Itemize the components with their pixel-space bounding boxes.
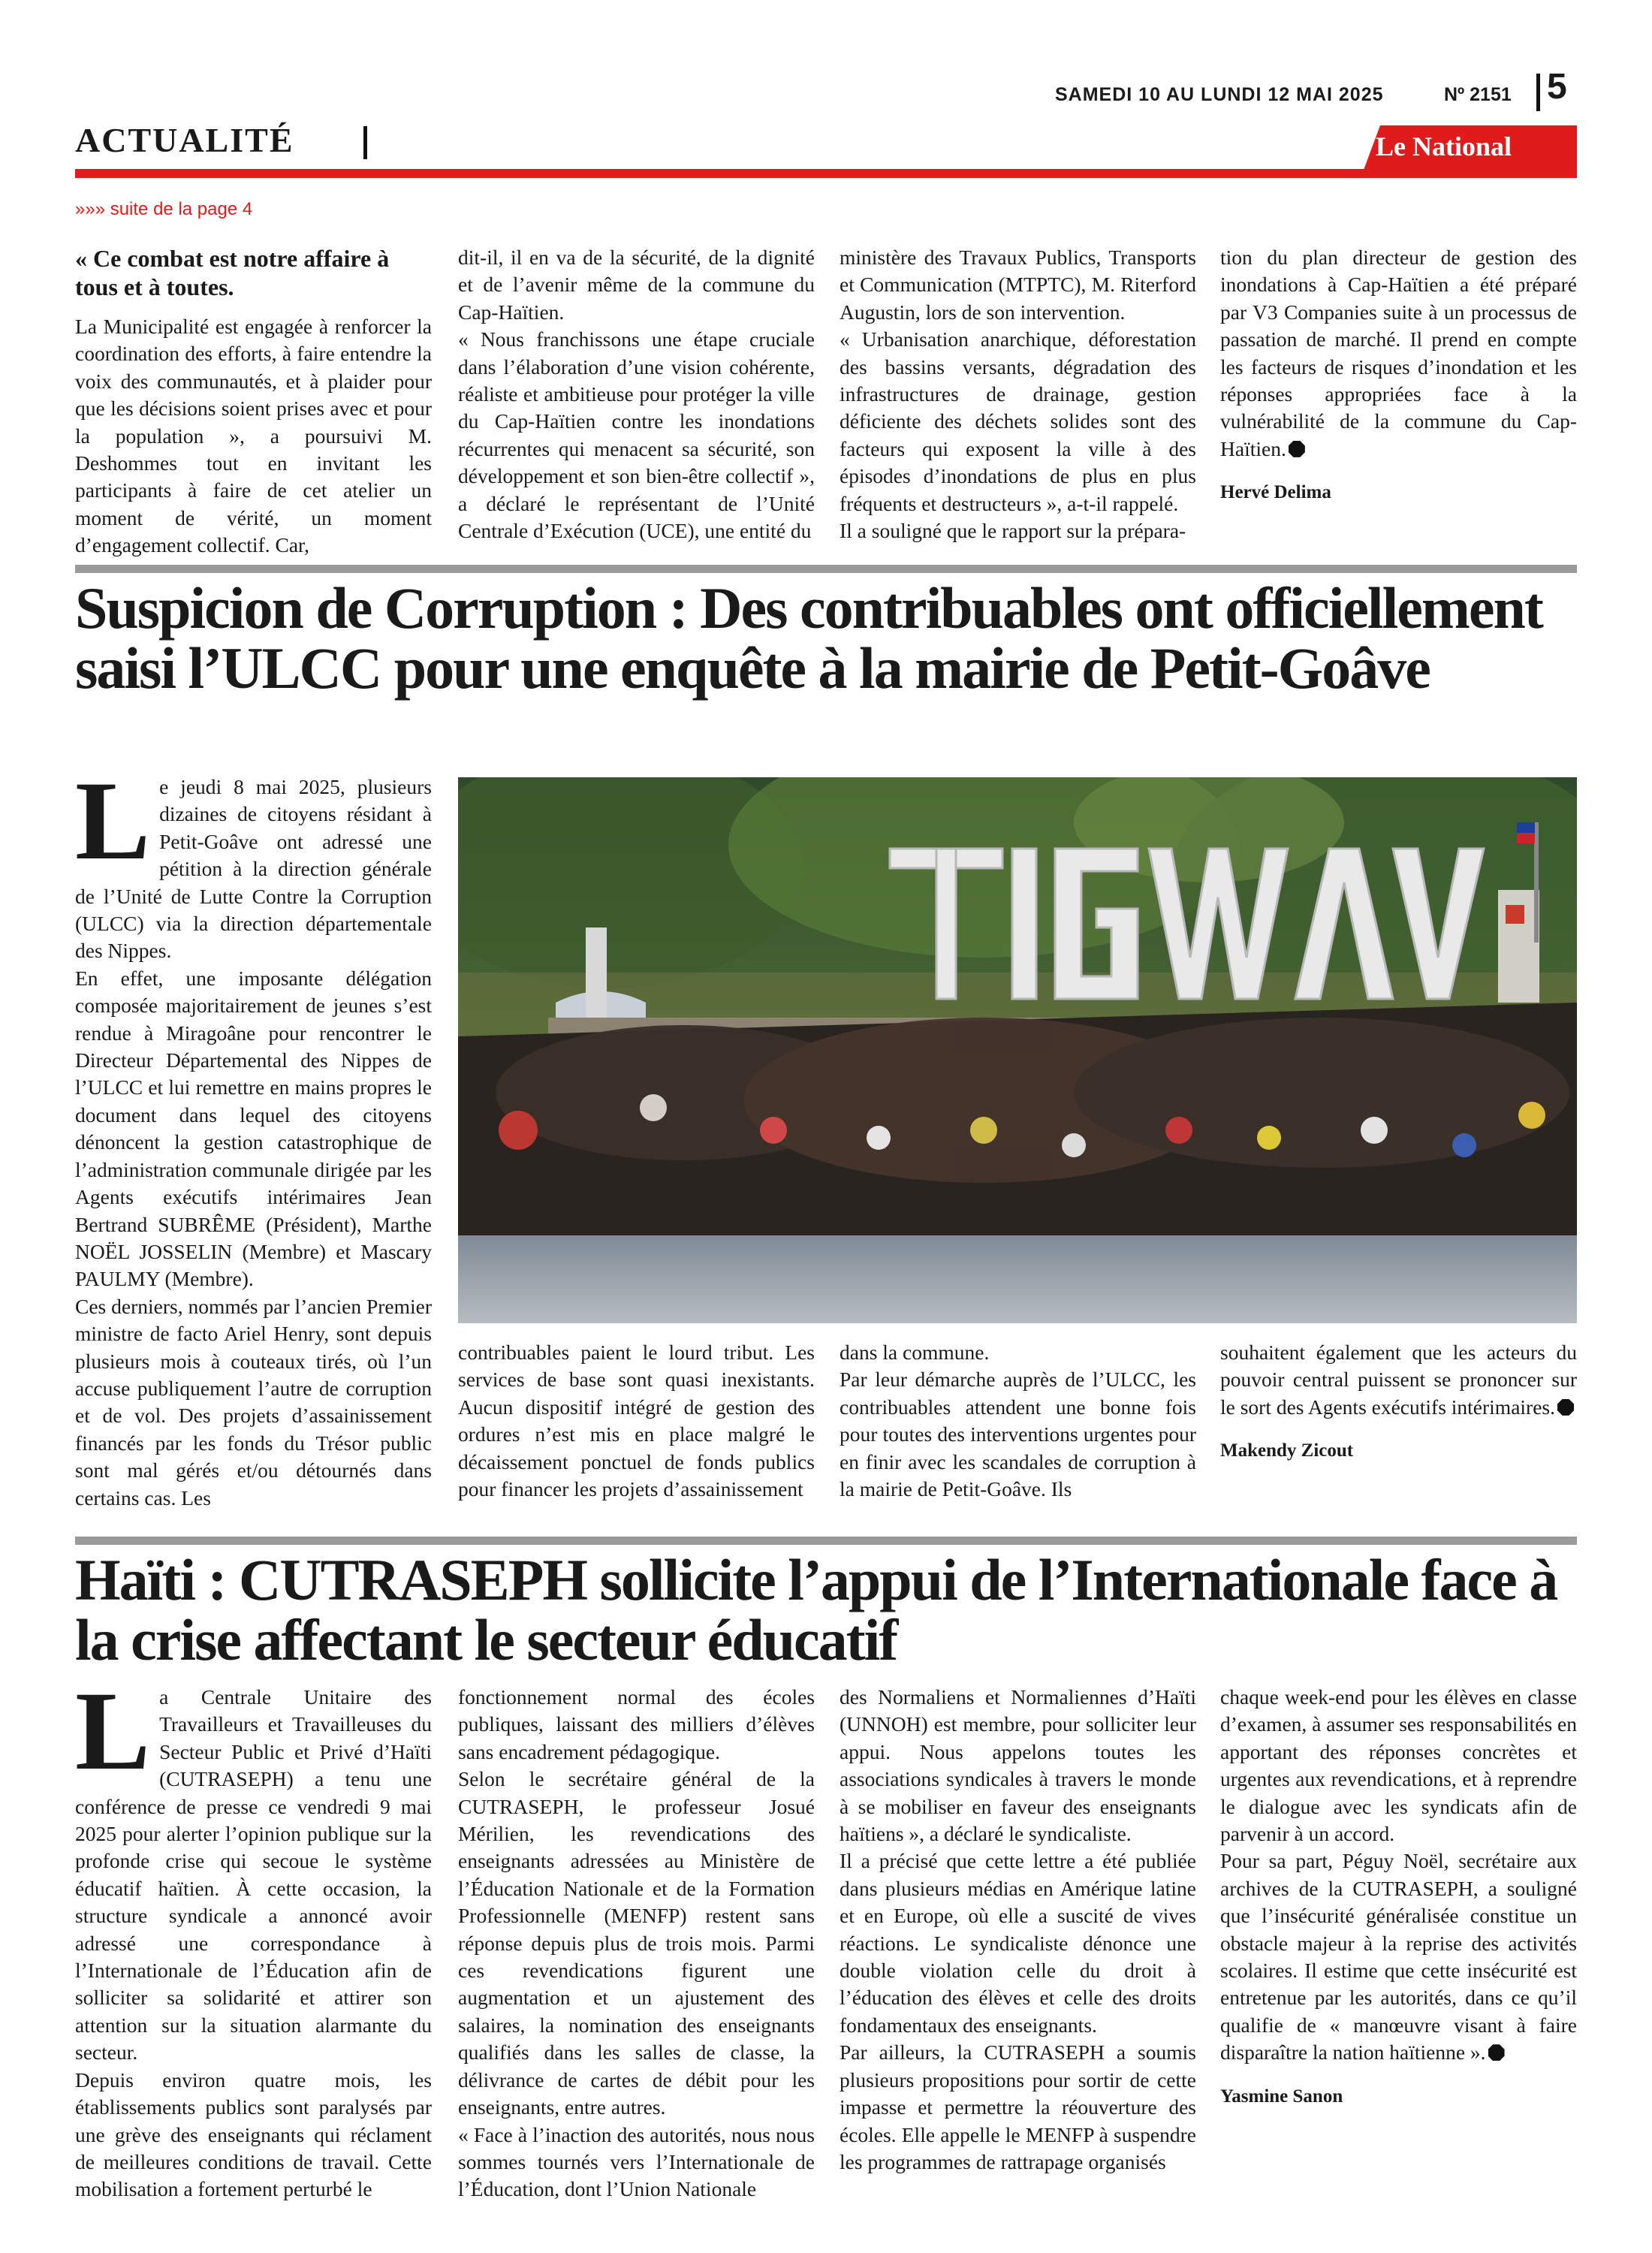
article3-paragraph: fonctionnement normal des écoles publiques, laissant des milliers d’élèves sans encadrement pédagogique. bbox=[458, 1685, 815, 1763]
group-photo-tigwav-sign bbox=[458, 777, 1577, 1323]
article2-column-2 bbox=[458, 1339, 815, 1503]
article1-paragraph: dit-il, il en va de la sécurité, de la dignité et de l’avenir même de la commune du Cap-Haïtien. bbox=[458, 246, 815, 324]
article2-paragraph: contribuables paient le lourd tribut. Les services de base sont quasi inexistants. Aucun dispositif intégré de gestion des ordures n’est mis en place malgré le décaissement ponctuel de fonds publics pour financer les projets d’assainissement bbox=[458, 1341, 815, 1501]
article2-paragraph-text: souhaitent également que les acteurs du pouvoir central puissent se prononcer sur le sort des Agents exécutifs intérimaires. bbox=[1220, 1341, 1577, 1419]
article2-paragraph-text: e jeudi 8 mai 2025, plusieurs dizaines de citoyens résidant à Petit-Goâve ont adressé une pétition à la direction générale de l’Unité de Lutte Contre la Corruption (ULCC) via la direction départementale des Nippes. bbox=[75, 775, 432, 963]
article3-column-4 bbox=[1220, 1684, 1577, 2110]
article1-paragraph: La Municipalité est engagée à renforcer la coordination des efforts, à faire entendre la voix des communautés, et à plaider pour que les décisions soient prises avec et pour la population », a poursuivi M. Deshommes tout en invitant les participants à faire de cet atelier un moment de vérité, un moment d’engagement collectif. Car, bbox=[75, 315, 432, 557]
page-number: 5 bbox=[1547, 67, 1567, 107]
section-divider bbox=[363, 126, 367, 159]
article1-paragraph-text: tion du plan directeur de gestion des inondations à Cap-Haïtien a été préparé par V3 Companies suite à un processus de passation de marché. Il prend en compte les facteurs de risques d’inondation et les réponses appropriées face à la vulnérabilité de la commune du Cap-Haïtien. bbox=[1220, 246, 1577, 460]
article2-photo bbox=[458, 777, 1577, 1323]
article3-paragraph: Il a précisé que cette lettre a été publiée dans plusieurs médias en Amérique latine et en Europe, où elle a suscité de vives réactions. Le syndicaliste dénonce une double violation celle du droit à l’éducation des élèves et celle des droits fondamentaux des enseignants. bbox=[840, 1849, 1196, 2037]
article3-paragraph: Par ailleurs, la CUTRASEPH a soumis plusieurs propositions pour sortir de cette impasse et permettre la réouverture des écoles. Elle appelle le MENFP à suspendre les programmes de rattrapage organisés bbox=[840, 2040, 1196, 2173]
article3-paragraph: « Face à l’inaction des autorités, nous nous sommes tournés vers l’Internationale de l’Éducation, dont l’Union Nationale bbox=[458, 2122, 815, 2201]
issue-date: SAMEDI 10 AU LUNDI 12 MAI 2025 bbox=[1055, 84, 1384, 105]
article3-paragraph-text: a Centrale Unitaire des Travailleurs et Travailleuses du Secteur Public et Privé d’Haïti (CUTRASEPH) a tenu une conférence de presse ce vendredi 9 mai 2025 pour alerter l’opinion publique sur la profonde crise qui secoue le système éducatif haïtien. À cette occasion, la structure syndicale a annoncé avoir adressé une correspondance à l’Internationale de l’Éducation afin de solliciter sa solidarité et attirer son attention sur la situation alarmante du secteur. bbox=[75, 1685, 432, 2064]
article3-paragraph-final bbox=[1220, 1847, 1577, 2066]
article3-headline: Haïti : CUTRASEPH sollicite l’appui de l’Internationale face à la crise affectant le secteur éducatif bbox=[75, 1547, 1557, 1672]
article2-paragraph-final bbox=[1220, 1339, 1577, 1421]
article3-column-2 bbox=[458, 1684, 815, 2203]
article3-lead-paragraph bbox=[75, 1669, 432, 2067]
article2-paragraph: Par leur démarche auprès de l’ULCC, les contribuables attendent une bonne fois pour toutes des interventions urgentes pour en finir avec les scandales de corruption à la mairie de Petit-Goâve. Ils bbox=[840, 1368, 1196, 1501]
article2-paragraph: dans la commune. bbox=[840, 1341, 990, 1364]
article1-paragraph: « Nous franchissons une étape cruciale dans l’élaboration d’une vision cohérente, réaliste et ambitieuse pour protéger la ville du Cap-Haïtien contre les inondations récurrentes qui menacent sa sécurité, son développement et son bien-être collectif », a déclaré le représentant de l’Unité Centrale d’Exécution (UCE), une entité du bbox=[458, 327, 815, 543]
continued-from-label: »»» suite de la page 4 bbox=[75, 199, 253, 219]
article2-author: Makendy Zicout bbox=[1220, 1440, 1354, 1461]
header-red-rule bbox=[75, 169, 1577, 178]
article1-author: Hervé Delima bbox=[1220, 482, 1331, 503]
article1-paragraph: « Urbanisation anarchique, déforestation des bassins versants, dégradation des infrastructures de drainage, gestion déficiente des déchets solides sont des facteurs qui exposent la ville à des épisodes d’inondations de plus en plus fréquents et destructeurs », a-t-il rappelé. bbox=[840, 327, 1196, 515]
article3-paragraph-text: Pour sa part, Péguy Noël, secrétaire aux archives de la CUTRASEPH, a souligné que l’insécurité généralisée constitue un obstacle majeur à la reprise des activités scolaires. Il estime que cette insécurité est entretenue par les autorités, dans ce qu’il qualifie de « manœuvre visant à faire disparaître la nation haïtienne ». bbox=[1220, 1849, 1577, 2064]
article2-column-1 bbox=[75, 759, 432, 1512]
article1-column-3 bbox=[840, 244, 1196, 544]
end-of-article-icon bbox=[1557, 1399, 1574, 1416]
end-of-article-icon bbox=[1289, 441, 1305, 457]
article3-dropcap: L bbox=[75, 1669, 151, 1793]
issue-number: Nº 2151 bbox=[1444, 84, 1512, 105]
article2-column-4 bbox=[1220, 1339, 1577, 1465]
article1-column-1 bbox=[75, 244, 432, 559]
article2-column-3 bbox=[840, 1339, 1196, 1503]
article1-paragraph: ministère des Travaux Publics, Transports et Communication (MTPTC), M. Riterford Augustin, lors de son intervention. bbox=[840, 246, 1196, 324]
article1-column-4 bbox=[1220, 244, 1577, 507]
article2-paragraph: En effet, une imposante délégation composée majoritairement de jeunes s’est rendue à Miragoâne pour rencontrer le Directeur Départemental des Nippes de l’ULCC et lui remettre en mains propres le document dans lequel des citoyens dénoncent la gestion catastrophique de l’administration communale dirigée par les Agents exécutifs intérimaires Jean Bertrand SUBRÊME (Président), Marthe NOËL JOSSELIN (Membre) et Mascary PAULMY (Membre). bbox=[75, 966, 432, 1291]
article3-paragraph: chaque week-end pour les élèves en classe d’examen, à assumer ses responsabilités en apportant des réponses concrètes et urgentes aux revendications, et à reprendre le dialogue avec les syndicats afin de parvenir à un accord. bbox=[1220, 1685, 1577, 1846]
article1-paragraph-final bbox=[1220, 244, 1577, 463]
newspaper-brand: Le National bbox=[1376, 131, 1512, 161]
article1-column-2 bbox=[458, 244, 815, 544]
article3-column-1 bbox=[75, 1669, 432, 2203]
section-title: ACTUALITÉ bbox=[75, 121, 294, 159]
article3-author: Yasmine Sanon bbox=[1220, 2086, 1343, 2107]
article1-subhead: « Ce combat est notre affaire à tous et à toutes. bbox=[75, 245, 390, 300]
end-of-article-icon bbox=[1488, 2044, 1505, 2061]
page-number-divider bbox=[1536, 74, 1540, 111]
article3-paragraph: Depuis environ quatre mois, les établissements publics sont paralysés par une grève des enseignants qui réclament de meilleures conditions de travail. Cette mobilisation a fortement perturbé le bbox=[75, 2068, 432, 2201]
article2-dropcap: L bbox=[75, 759, 151, 883]
article1-paragraph: Il a souligné que le rapport sur la prépara- bbox=[840, 519, 1186, 543]
article2-paragraph: Ces derniers, nommés par l’ancien Premier ministre de facto Ariel Henry, sont depuis plusieurs mois à couteaux tirés, où l’un accuse publiquement l’autre de corruption et de vol. Des projets d’assainissement financés par les fonds du Trésor public sont mal gérés et/ou détournés dans certains cas. Les bbox=[75, 1294, 432, 1510]
article3-paragraph: des Normaliens et Normaliennes d’Haïti (UNNOH) est membre, pour solliciter leur appui. Nous appelons toutes les associations syndicales à travers le monde à se mobiliser en faveur des enseignants haïtiens », a déclaré le syndicaliste. bbox=[840, 1685, 1196, 1846]
article2-headline: Suspicion de Corruption : Des contribuables ont officiellement saisi l’ULCC pour une enquête à la mairie de Petit-Goâve bbox=[75, 575, 1542, 701]
article-separator bbox=[75, 1537, 1577, 1545]
article3-column-3 bbox=[840, 1684, 1196, 2176]
photo-sign-text bbox=[1002, 944, 1032, 952]
article2-lead-paragraph bbox=[75, 759, 432, 965]
article-separator bbox=[75, 565, 1577, 573]
article3-paragraph: Selon le secrétaire général de la CUTRASEPH, le professeur Josué Mérilien, les revendications des enseignants adressées au Ministère de l’Éducation Nationale et de la Formation Professionnelle (MENFP) restent sans réponse depuis plus de trois mois. Parmi ces revendications figurent une augmentation et un ajustement des salaires, la nomination des enseignants qualifiés dans les salles de classe, la délivrance de cartes de débit pour les enseignants, entre autres. bbox=[458, 1767, 815, 2119]
